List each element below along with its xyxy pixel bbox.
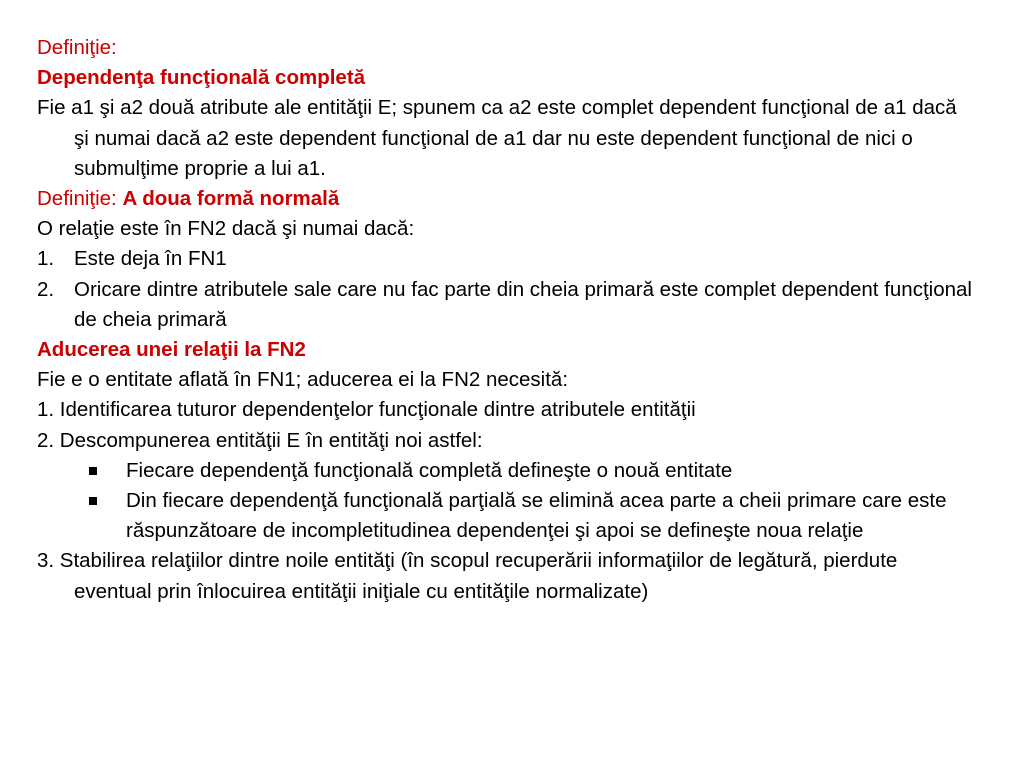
definition-label-2: Definiţie:: [37, 187, 123, 211]
list-number: 2.: [37, 277, 55, 301]
reduction-step-2: 2. Descompunerea entităţii E în entităţi noi astfel:: [37, 428, 483, 452]
reduction-title: Aducerea unei relaţii la FN2: [37, 338, 306, 362]
bullet-item-1: [37, 456, 977, 486]
list-number: 1.: [37, 247, 55, 271]
bullet-text: Fiecare dependenţă funcţională completă defineşte o nouă entitate: [126, 458, 733, 482]
fn2-list-item-1: [37, 244, 977, 274]
list-item-text: Este deja în FN1: [74, 247, 227, 271]
definition-title-second-normal-form: A doua formă normală: [122, 187, 340, 211]
reduction-intro: Fie e o entitate aflată în FN1; aducerea ei la FN2 necesită:: [37, 368, 569, 392]
slide-content: [37, 33, 977, 607]
list-item-text: Oricare dintre atributele sale care nu fac parte din cheia primară este complet dependent funcţional de cheia primară: [74, 277, 972, 331]
reduction-step-3: 3. Stabilirea relaţiilor dintre noile entităţi (în scopul recuperării informaţiilor de legătură, pierdute eventual prin înlocuirea entităţii iniţiale cu entităţile normalizate): [37, 549, 898, 603]
bullet-text: Din fiecare dependenţă funcţională parţială se elimină acea parte a cheii primare care este răspunzătoare de incompletitudinea dependenţei şi apoi se defineşte noua relaţie: [126, 489, 947, 543]
fn2-intro: O relaţie este în FN2 dacă şi numai dacă:: [37, 217, 415, 241]
bullet-item-2: [37, 486, 996, 546]
square-bullet-icon: [89, 497, 97, 505]
definition-text-1: Fie a1 şi a2 două atribute ale entităţii E; spunem ca a2 este complet dependent funcţional de a1 dacă şi numai dacă a2 este dependent funcţional de a1 dar nu este dependent funcţional de nici o submulţime proprie a lui a1.: [37, 96, 957, 180]
square-bullet-icon: [89, 467, 97, 475]
reduction-step-1: 1. Identificarea tuturor dependenţelor funcţionale dintre atributele entităţii: [37, 398, 696, 422]
fn2-list-item-2: [37, 275, 979, 335]
definition-heading-2: [37, 184, 977, 214]
definition-label-1: Definiţie:: [37, 36, 117, 59]
definition-title-full-functional-dependency: Dependenţa funcţională completă: [37, 66, 366, 90]
